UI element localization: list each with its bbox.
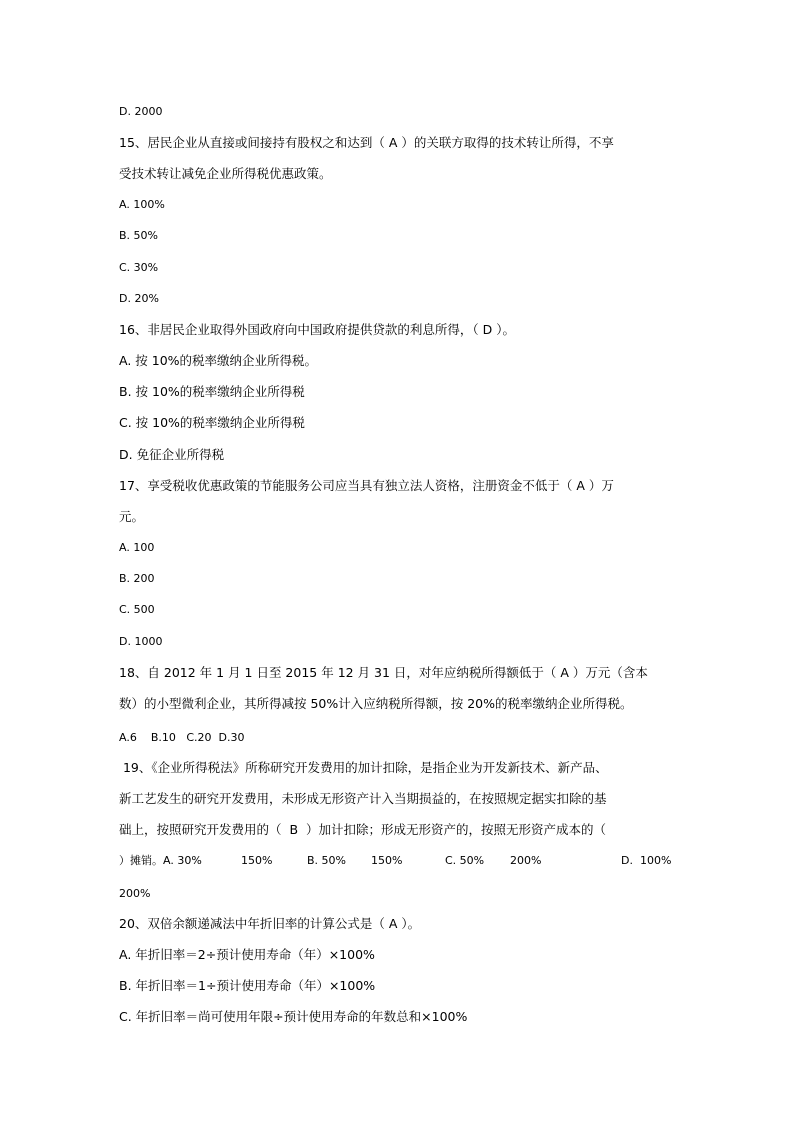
q20-option-a: A. 年折旧率＝2÷预计使用寿命（年）×100% — [119, 947, 375, 962]
q15-question-line-2: 受技术转让减免企业所得税优惠政策。 — [119, 166, 332, 181]
q16-option-c: C. 按 10%的税率缴纳企业所得税 — [119, 415, 305, 430]
q17-question-line-2: 元。 — [119, 509, 145, 524]
q16-option-a: A. 按 10%的税率缴纳企业所得税。 — [119, 353, 318, 368]
q19-question-line-2: 新工艺发生的研究开发费用，未形成无形资产计入当期损益的，在按照规定据实扣除的基 — [119, 791, 607, 806]
q15-option-c: C. 30% — [119, 261, 159, 274]
q17-option-a: A. 100 — [119, 541, 155, 554]
q18-question-line-1: 18、自 2012 年 1 月 1 日至 2015 年 12 月 31 日，对年应纳税所得额低于（ A ）万元（含本 — [119, 665, 648, 680]
q17-option-b: B. 200 — [119, 572, 155, 585]
q17-option-c: C. 500 — [119, 603, 155, 616]
q19-question-line-1: 19、《企业所得税法》所称研究开发费用的加计扣除，是指企业为开发新技术、新产品、 — [119, 760, 608, 775]
q19-option-a: ）摊销。A. 30% — [119, 854, 202, 867]
q19-option-a-value2: 150% — [241, 854, 273, 867]
q19-option-b: B. 50% — [307, 854, 346, 867]
q20-option-b: B. 年折旧率＝1÷预计使用寿命（年）×100% — [119, 978, 376, 993]
q19-option-d-value2: 200% — [119, 887, 151, 900]
q17-option-d: D. 1000 — [119, 635, 163, 648]
q19-question-line-3: 础上，按照研究开发费用的（ B ）加计扣除；形成无形资产的，按照无形资产成本的（ — [119, 822, 606, 837]
q19-option-b-value2: 150% — [371, 854, 403, 867]
q20-option-c: C. 年折旧率＝尚可使用年限÷预计使用寿命的年数总和×100% — [119, 1009, 468, 1024]
q19-option-c-value2: 200% — [510, 854, 542, 867]
q20-question: 20、双倍余额递减法中年折旧率的计算公式是（ A ）。 — [119, 916, 421, 931]
q16-option-b: B. 按 10%的税率缴纳企业所得税 — [119, 384, 305, 399]
q18-options: A.6 B.10 C.20 D.30 — [119, 731, 245, 744]
q19-option-d: D. 100% — [621, 854, 672, 867]
q14-option-d: D. 2000 — [119, 105, 163, 118]
q15-question-line-1: 15、居民企业从直接或间接持有股权之和达到（ A ）的关联方取得的技术转让所得，不享 — [119, 135, 614, 150]
q17-question-line-1: 17、享受税收优惠政策的节能服务公司应当具有独立法人资格，注册资金不低于（ A ）万 — [119, 478, 614, 493]
q18-question-line-2: 数）的小型微利企业，其所得减按 50%计入应纳税所得额，按 20%的税率缴纳企业所得税。 — [119, 696, 633, 711]
q19-options-row — [119, 853, 675, 869]
q19-option-c: C. 50% — [445, 854, 485, 867]
q16-question: 16、非居民企业取得外国政府向中国政府提供贷款的利息所得，（ D ）。 — [119, 322, 515, 337]
q15-option-a: A. 100% — [119, 198, 165, 211]
q16-option-d: D. 免征企业所得税 — [119, 447, 225, 462]
q15-option-b: B. 50% — [119, 229, 158, 242]
q15-option-d: D. 20% — [119, 292, 159, 305]
